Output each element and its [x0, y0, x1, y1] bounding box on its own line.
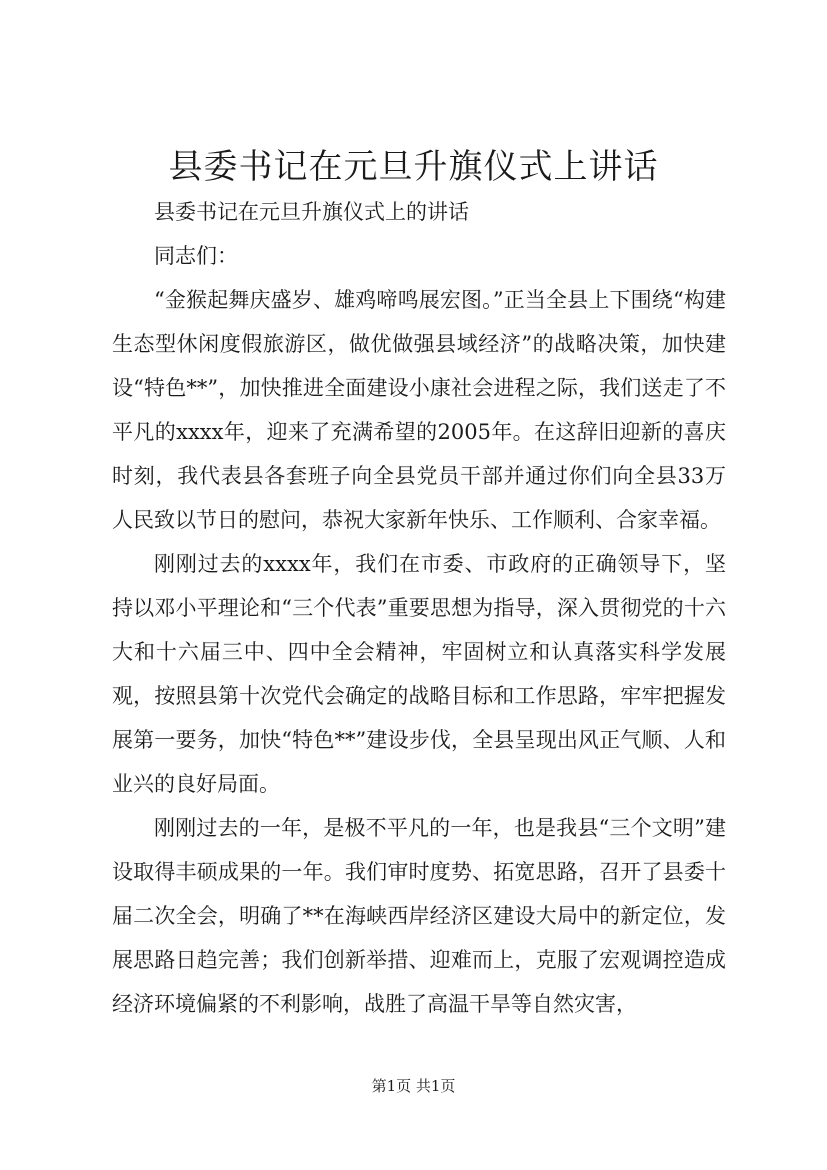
- page-number-footer: 第1页 共1页: [371, 1077, 456, 1095]
- greeting: 同志们：: [154, 244, 238, 268]
- document-title: 县委书记在元旦升旗仪式上讲话: [168, 147, 659, 187]
- document-subtitle: 县委书记在元旦升旗仪式上的讲话: [154, 200, 469, 224]
- paragraph-3: 刚刚过去的一年，是极不平凡的一年，也是我县“三个文明”建设取得丰硕成果的一年。我们审时度势、拓宽思路，召开了县委十届二次全会，明确了**在海峡西岸经济区建设大局中的新定位，发展思路日趋完善；我们创新举措、迎难而上，克服了宏观调控造成经济环境偏紧的不利影响，战胜了高温干旱等自然灾害，: [112, 816, 726, 1016]
- paragraph-2: 刚刚过去的xxxx年，我们在市委、市政府的正确领导下，坚持以邓小平理论和“三个代表”重要思想为指导，深入贯彻党的十六大和十六届三中、四中全会精神，牢固树立和认真落实科学发展观，按照县第十次党代会确定的战略目标和工作思路，牢牢把握发展第一要务，加快“特色**”建设步伐，全县呈现出风正气顺、人和业兴的良好局面。: [112, 552, 726, 796]
- paragraph-1: “金猴起舞庆盛岁、雄鸡啼鸣展宏图。”正当全县上下围绕“构建生态型休闲度假旅游区，做优做强县域经济”的战略决策，加快建设“特色**”，加快推进全面建设小康社会进程之际，我们送走了不平凡的xxxx年，迎来了充满希望的2005年。在这辞旧迎新的喜庆时刻，我代表县各套班子向全县党员干部并通过你们向全县33万人民致以节日的慰问，恭祝大家新年快乐、工作顺利、合家幸福。: [112, 288, 726, 532]
- document-body: [112, 190, 726, 1026]
